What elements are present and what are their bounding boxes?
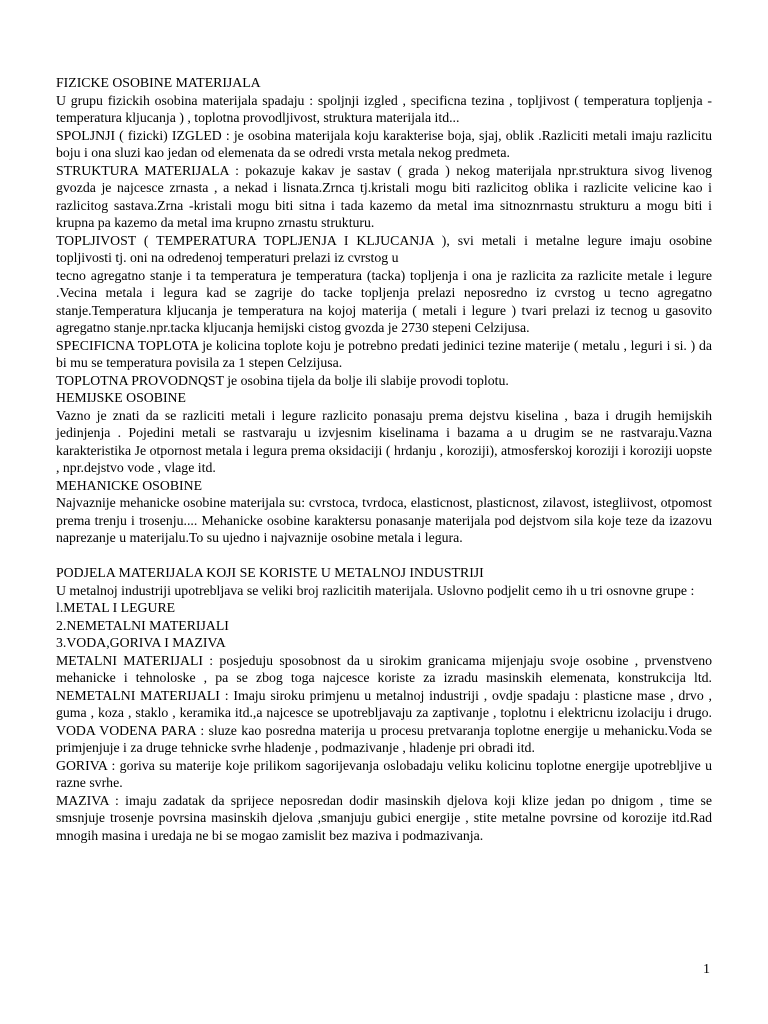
metalni-materijali-paragraph: METALNI MATERIJALI : posjeduju sposobnost da u sirokim granicama mijenjaju svoje osobine , prvenstveno mehanicke i tehnoloske , pa se zbog toga najcesce koriste za izradu masinskih elemenata, konstrukcija ltd. NEMETALNI MATERIJALI : Imaju siroku primjenu u metalnoj industriji , ovdje spadaju : plasticne mase , drvo , guma , koza , staklo , keramika itd.,a najcesce se upotrebljavaju za zaptivanje , toplotnu i elektricnu izolaciju i drugo. VODA VODENA PARA : sluze kao posredna materija u procesu pretvaranja toplotne energije u mehanicku.Voda se primjenjuje i za druge tehnicke svrhe hladenje , podmazivanje , hladenje pri obradi itd. [56,652,712,755]
spoljnji-izgled-paragraph: SPOLJNJI ( fizicki) IZGLED : je osobina materijala koju karakterise boja, sjaj, oblik .Razliciti metali imaju razlicitu boju i ona sluzi kao jedan od elemenata da se odredi vrsta metala nekog predmeta. [56,127,712,160]
toplotna-provodnost-paragraph: TOPLOTNA PROVODNQST je osobina tijela da bolje ili slabije provodi toplotu. [56,372,509,388]
page-number: 1 [703,962,710,977]
podjela-heading: PODJELA MATERIJALA KOJI SE KORISTE U METALNOJ INDUSTRIJI [56,565,484,580]
mehanicke-paragraph: Najvaznije mehanicke osobine materijala su: cvrstoca, tvrdoca, elasticnost, plasticnost, zilavost, istegliivost, otpomost prema trenju i trosenju.... Mehanicke osobine karaktersu ponasanje materijala pod dejstvom sila koje teze da izazovu naprezanje u materijalu.To su ujedno i najvaznije osobine metala i legura. [56,495,712,545]
topljivost-paragraph: TOPLJIVOST ( TEMPERATURA TOPLJENJA I KLJUCANJA ), svi metali i metalne legure imaju osobine topljivosti tj. oni na odredenoj temperaturi prelazi iz cvrstog u [56,232,712,265]
podjela-intro-paragraph: U metalnoj industriji upotrebljava se veliki broj razlicitih materijala. Uslovno podjelit cemo ih u tri osnovne grupe : [56,582,695,598]
fizicke-intro-paragraph: U grupu fizickih osobina materijala spadaju : spoljnji izgled , specificna tezina , topljivost ( temperatura topljenja -temperatura kljucanja ) , toplotna provodljivost, struktura materijala itd... [56,92,712,125]
struktura-paragraph: STRUKTURA MATERIJALA : pokazuje kakav je sastav ( grada ) nekog materijala npr.struktura sivog livenog gvozda je najcesce zrnasta , a nekad i lisnata.Zrnca tj.kristali mogu biti razlicitog oblika i razlicite velicine kao i razlicitog sastava.Zrna -kristali mogu biti sitna i tada kazemo da metal ima sitnoznrnastu strukturu a mogu biti i krupna pa kazemo da metal ima krupno zrnastu strukturu. [56,162,712,230]
list-item: 2.NEMETALNI MATERIJALI [56,617,229,633]
section-gap [56,547,712,565]
document-body [56,74,712,844]
maziva-paragraph: MAZIVA : imaju zadatak da sprijece neposredan dodir masinskih djelova koji klize jedan po dnigom , time se smsnjuje trosenje povrsina masinskih djelova ,smanjuju gubici energije , stite metalne povrsine od korozije itd.Rad mnogih masina i uredaja ne bi se mogao zamislit bez maziva i podmazivanja. [56,792,712,843]
hemijske-heading: HEMIJSKE OSOBINE [56,390,186,405]
goriva-paragraph: GORIVA : goriva su materije koje prilikom sagorijevanja oslobadaju veliku kolicinu toplotne energije upotrebljive u razne svrhe. [56,757,712,790]
list-item: l.METAL I LEGURE [56,600,176,615]
mehanicke-heading: MEHANICKE OSOBINE [56,477,203,493]
hemijske-paragraph: Vazno je znati da se razliciti metali i legure razlicito ponasaju prema dejstvu kiselina , baza i drugih hemijskih jedinjenja . Pojedini metali se rastvaraju u izvjesnim kiselinama i bazama a u drugim se ne rastvaraju.Vazna karakteristika Je otpornost metala i legura prema oksidaciji ( hrdanju , koroziji), atmosferskoj koroziji i koroziji uopste , npr.dejstvo vode , vlage itd. [56,407,712,475]
list-item: 3.VODA,GORIVA I MAZIVA [56,635,226,650]
document-title: FIZICKE OSOBINE MATERIJALA [56,75,261,90]
topljivost-continued-paragraph: tecno agregatno stanje i ta temperatura je temperatura (tacka) topljenja i ona je razlicita za razlicite metale i legure .Vecina metala i legura kad se zagrije do tacke topljenja prelazi neposredno iz cvrstog u tecno agregatno stanje.Temperatura kljucanja je temperatura na kojoj materija ( metali i legure ) tvari prelazi iz tecnog u gasovito agregatno stanje.npr.tacka kljucanja hemijski cistog gvozda je 2730 stepeni Celzijusa. [56,267,712,335]
specificna-toplota-paragraph: SPECIFICNA TOPLOTA je kolicina toplote koju je potrebno predati jedinici tezine materije ( metalu , leguri i si. ) da bi mu se temperatura povisila za 1 stepen Celzijusa. [56,337,712,370]
